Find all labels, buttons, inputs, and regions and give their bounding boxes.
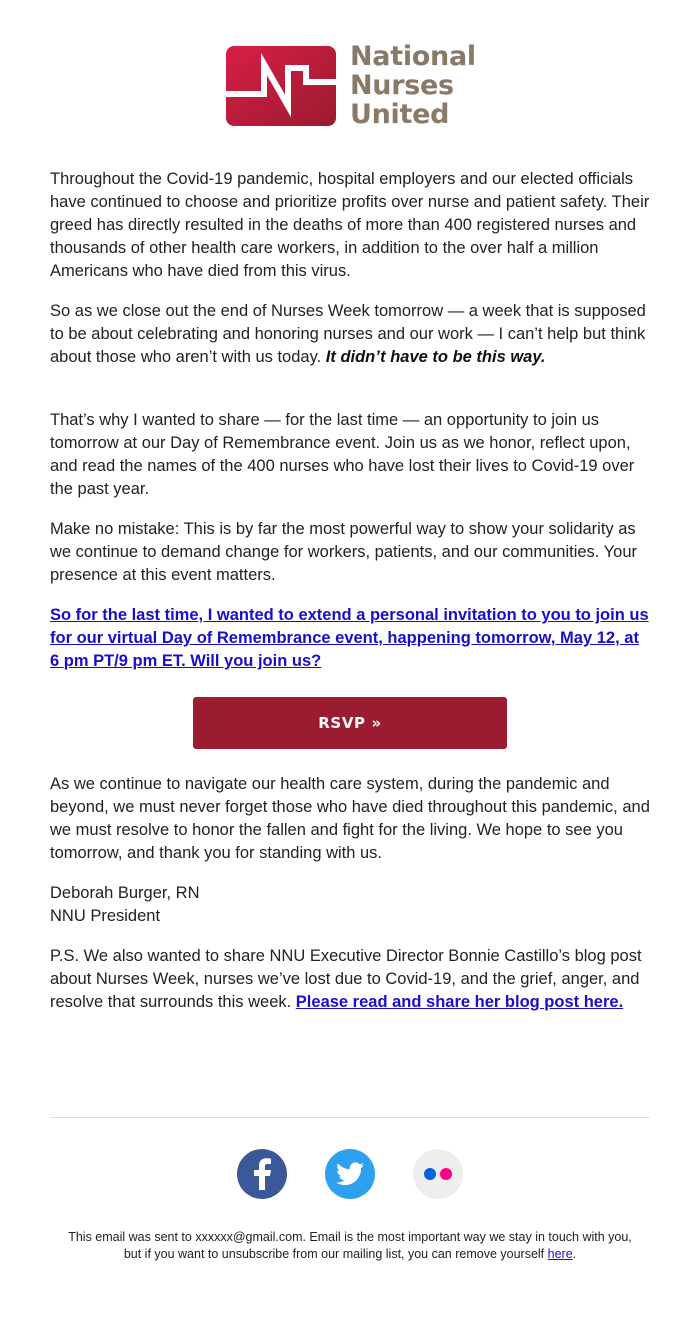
logo-word-nurses: Nurses [350,70,454,101]
invite-paragraph [50,604,650,673]
nnu-logo-mark [226,46,336,126]
twitter-icon[interactable] [325,1149,375,1199]
logo-word-national: National [350,41,476,72]
flickr-icon[interactable] [413,1149,463,1199]
twitter-glyph [336,1162,364,1186]
footer-line-2-end: . [572,1247,577,1261]
facebook-glyph [251,1158,273,1190]
signature-title: NNU President [50,907,161,925]
footer-line-1: This email was sent to xxxxxx@gmail.com. Email is the most important way we stay in touch with you, [68,1230,632,1244]
facebook-icon[interactable] [237,1149,287,1199]
paragraph-nurses-week [50,300,650,369]
invite-link[interactable]: So for the last time, I wanted to extend a personal invitation to you to join us for our virtual Day of Remembrance event, happening tomorrow, May 12, at 6 pm PT/9 pm ET. Will you join us? [50,606,649,670]
footer-line-2: but if you want to unsubscribe from our mailing list, you can remove yourself [123,1247,548,1261]
paragraph-remembrance [50,409,650,501]
signature-name: Deborah Burger, RN [50,884,200,902]
logo-word-united: United [350,99,450,130]
unsubscribe-link[interactable]: here [547,1247,573,1261]
postscript [50,945,650,1014]
flickr-glyph [422,1167,454,1181]
paragraph-intro [50,168,650,283]
paragraph-intro-text: Throughout the Covid-19 pandemic, hospital employers and our elected officials have continued to choose and prioritize profits over nurse and patient safety. Their greed has directly resulted in the deaths of more than 400 registered nurses and thousands of other health care workers, in addition to the over half a million Americans who have died from this virus. [50,170,650,280]
blog-post-link[interactable]: Please read and share her blog post here. [295,993,624,1011]
paragraph-nurses-week-text: So as we close out the end of Nurses Week tomorrow — a week that is supposed to be about celebrating and honoring nurses and our work — I can’t help but think about those who aren’t with us today. [50,302,646,366]
paragraph-closing [50,773,650,865]
footer-notice [40,1229,660,1263]
logo-wordmark [350,42,476,129]
paragraph-remembrance-text: That’s why I wanted to share — for the last time — an opportunity to join us tomorrow at our Day of Remembrance event. Join us as we honor, reflect upon, and read the names of the 400 nurses who have lost their lives to Covid-19 over the past year. [50,411,635,498]
paragraph-closing-text: As we continue to navigate our health care system, during the pandemic and beyond, we must never forget those who have died throughout this pandemic, and we must resolve to honor the fallen and fight for the living. We hope to see you tomorrow, and thank you for standing with us. [50,775,650,862]
rsvp-button[interactable]: RSVP » [193,697,507,749]
footer-divider [50,1117,650,1118]
emphasis-text: It didn’t have to be this way. [325,348,546,366]
paragraph-solidarity [50,518,650,587]
paragraph-solidarity-text: Make no mistake: This is by far the most powerful way to show your solidarity as we continue to demand change for workers, patients, and our communities. Your presence at this event matters. [50,520,638,584]
signature [50,882,650,928]
postscript-text: P.S. We also wanted to share NNU Executive Director Bonnie Castillo’s blog post about Nurses Week, nurses we’ve lost due to Covid-19, and the grief, anger, and resolve that surrounds this week. [50,947,642,1011]
nnu-logo [226,41,486,130]
